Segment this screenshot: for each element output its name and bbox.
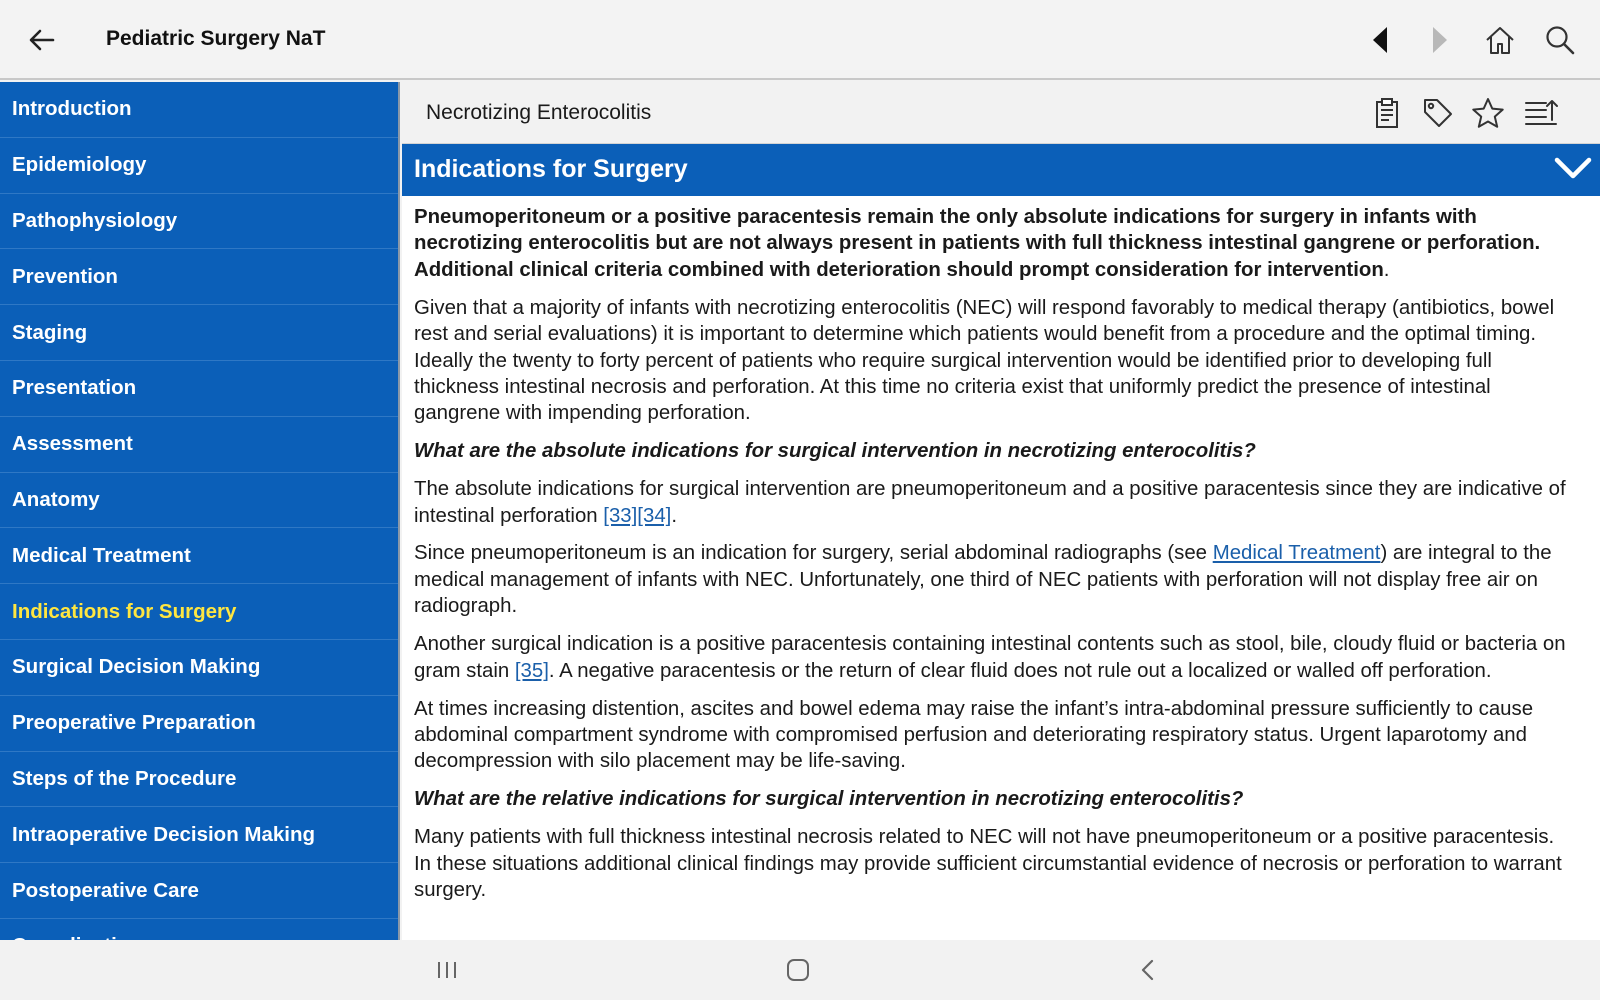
medical-treatment-link[interactable]: Medical Treatment xyxy=(1212,542,1381,565)
sidebar-item-label: Steps of the Procedure xyxy=(12,766,237,790)
notes-icon[interactable] xyxy=(1368,93,1408,133)
paragraph: At times increasing distention, ascites and bowel edema may raise the infant’s intra-abdominal pressure sufficiently to cause abdominal compartment syndrome with compromised perfusion and deteriorating respiratory status. Urgent laparotomy and decompression with silo placement may be life-saving. xyxy=(414,697,1534,773)
sidebar-item-staging[interactable] xyxy=(0,305,398,361)
paragraph-text: . xyxy=(671,504,677,527)
sidebar-item-surgical-decision-making[interactable] xyxy=(0,640,398,696)
content-pane xyxy=(402,82,1600,940)
chevron-down-icon[interactable] xyxy=(1554,154,1592,182)
sidebar-item-label: Anatomy xyxy=(12,487,100,511)
reference-link[interactable]: [33][34] xyxy=(603,504,672,527)
paragraph-text: Since pneumoperitoneum is an indication for surgery, serial abdominal radiographs (see xyxy=(414,542,1213,565)
sidebar-item-anatomy[interactable] xyxy=(0,473,398,529)
home-icon[interactable] xyxy=(1480,20,1520,60)
question-heading: What are the relative indications for surgical intervention in necrotizing enterocolitis? xyxy=(414,788,1244,811)
sidebar-item-label: Pathophysiology xyxy=(12,208,178,232)
previous-page-icon[interactable] xyxy=(1360,20,1400,60)
intro-text: Pneumoperitoneum or a positive paracentesis remain the only absolute indications for surgery in infants with necrotizing enterocolitis but are not always present in patients with full thickness intestinal gangrene or perforation. Additional clinical criteria combined with deterioration should prompt consideration for intervention xyxy=(414,206,1541,281)
intro-end: . xyxy=(1383,258,1390,281)
sidebar-item-presentation[interactable] xyxy=(0,361,398,417)
sidebar-item-introduction[interactable] xyxy=(0,82,398,138)
sidebar-item-medical-treatment[interactable] xyxy=(0,528,398,584)
app-title: Pediatric Surgery NaT xyxy=(106,27,326,50)
tag-icon[interactable] xyxy=(1418,93,1458,133)
sidebar-item-label: Indications for Surgery xyxy=(12,599,237,623)
sidebar-item-steps-of-the-procedure[interactable] xyxy=(0,752,398,808)
paragraph-text: ) are integral to the medical management of infants with NEC. Unfortunately, one third of NEC patients with perforation will not display free air on radiograph. xyxy=(414,542,1552,618)
sidebar-item-preoperative-preparation[interactable] xyxy=(0,696,398,752)
sidebar-item-pathophysiology[interactable] xyxy=(0,194,398,250)
chapter-header xyxy=(402,82,1600,144)
sidebar-item-label: Presentation xyxy=(12,376,137,400)
sidebar-item-label: Surgical Decision Making xyxy=(12,655,261,679)
section-header[interactable] xyxy=(402,144,1600,196)
sidebar-item-label: Prevention xyxy=(12,264,118,288)
app-bar xyxy=(0,0,1600,80)
article-body xyxy=(402,196,1600,903)
search-icon[interactable] xyxy=(1540,20,1580,60)
outline-menu-icon[interactable] xyxy=(1522,93,1562,133)
sidebar-item-prevention[interactable] xyxy=(0,249,398,305)
sidebar-item-label: Assessment xyxy=(12,432,133,456)
paragraph-text: . A negative paracentesis or the return of clear fluid does not rule out a localized or walled off perforation. xyxy=(548,659,1492,682)
sidebar-item-label: Intraoperative Decision Making xyxy=(12,822,316,846)
sidebar-item-intraoperative-decision-making[interactable] xyxy=(0,807,398,863)
sidebar-item-label: Postoperative Care xyxy=(12,878,199,902)
paragraph-text: Another surgical indication is a positive paracentesis containing intestinal contents such as stool, bile, cloudy fluid or bacteria on gram stain xyxy=(414,633,1566,682)
sidebar-item-label: Staging xyxy=(12,320,88,344)
system-nav-bar xyxy=(0,940,1600,1000)
section-title: Indications for Surgery xyxy=(414,155,688,183)
star-icon[interactable] xyxy=(1468,93,1508,133)
sidebar-item-label: Preoperative Preparation xyxy=(12,711,256,735)
paragraph xyxy=(414,631,1576,684)
paragraph xyxy=(414,476,1576,529)
sidebar xyxy=(0,82,400,940)
paragraph: Many patients with full thickness intestinal necrosis related to NEC will not have pneumoperitoneum or a positive paracentesis. In these situations additional clinical findings may provide sufficient circumstantial evidence of necrosis or perforation to warrant surgery. xyxy=(414,826,1562,901)
paragraph xyxy=(414,540,1576,619)
system-back-icon[interactable] xyxy=(1126,950,1170,990)
paragraph-text: The absolute indications for surgical intervention are pneumoperitoneum and a positive paracentesis since they are indicative of intestinal perforation xyxy=(414,478,1566,527)
back-arrow-icon[interactable] xyxy=(24,22,60,58)
reference-link[interactable]: [35] xyxy=(514,659,549,682)
paragraph: Given that a majority of infants with necrotizing enterocolitis (NEC) will respond favorably to medical therapy (antibiotics, bowel rest and serial evaluations) it is important to determine which patients would benefit from a procedure and the optimal timing. Ideally the twenty to forty percent of patients who require surgical intervention would be identified prior to developing full thickness intestinal necrosis and perforation. At this time no criteria exist that uniformly predict the presence of intestinal gangrene with impending perforation. xyxy=(414,296,1555,425)
sidebar-item-epidemiology[interactable] xyxy=(0,138,398,194)
chapter-title: Necrotizing Enterocolitis xyxy=(426,101,652,124)
sidebar-item-label: Epidemiology xyxy=(12,153,147,177)
sidebar-item-label: Introduction xyxy=(12,97,132,121)
intro-paragraph xyxy=(414,204,1576,283)
home-button-icon[interactable] xyxy=(776,950,820,990)
next-page-icon[interactable] xyxy=(1420,20,1460,60)
question-heading: What are the absolute indications for surgical intervention in necrotizing enterocolitis? xyxy=(414,440,1256,463)
sidebar-item-postoperative-care[interactable] xyxy=(0,863,398,919)
recent-apps-icon[interactable] xyxy=(425,950,469,990)
sidebar-item-label: Medical Treatment xyxy=(12,543,191,567)
sidebar-item-indications-for-surgery[interactable] xyxy=(0,584,398,640)
sidebar-item-assessment[interactable] xyxy=(0,417,398,473)
